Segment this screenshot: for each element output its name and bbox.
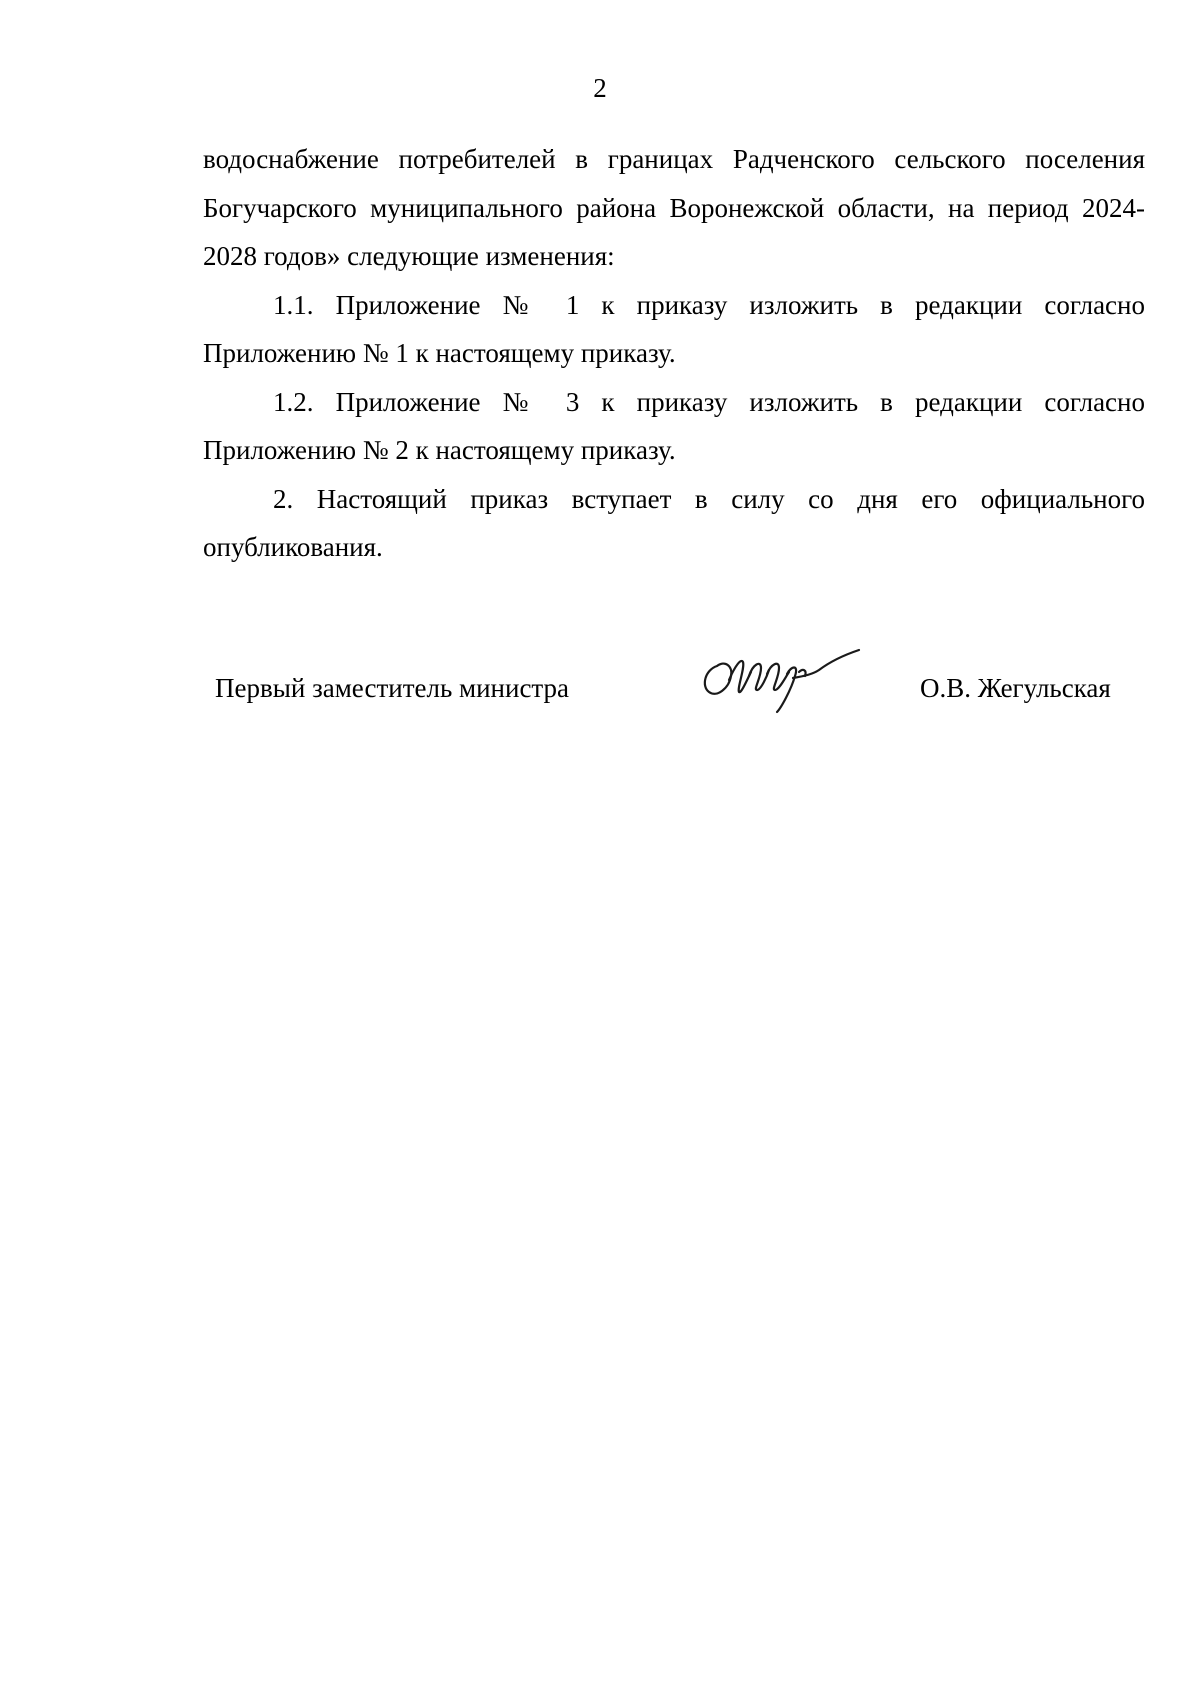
- signature-block: [0, 636, 1200, 716]
- paragraph-continuation: водоснабжение потребителей в границах Радченского сельского поселения Богучарского муниципального района Воронежской области, на период 2024-2028 годов» следующие изменения:: [203, 144, 1145, 271]
- handwritten-signature-icon: [695, 636, 865, 716]
- paragraph-item-1-1: 1.1. Приложение № 1 к приказу изложить в редакции согласно Приложению № 1 к настоящему приказу.: [203, 289, 1145, 368]
- document-body: [203, 135, 1145, 572]
- signatory-position: Первый заместитель министра: [215, 673, 570, 703]
- signatory-name: О.В. Жегульская: [920, 673, 1111, 703]
- paragraph-item-1-2: 1.2. Приложение № 3 к приказу изложить в редакции согласно Приложению № 2 к настоящему приказу.: [203, 386, 1145, 465]
- paragraph-item-2: 2. Настоящий приказ вступает в силу со дня его официального опубликования.: [203, 483, 1145, 562]
- page-number: 2: [593, 73, 607, 103]
